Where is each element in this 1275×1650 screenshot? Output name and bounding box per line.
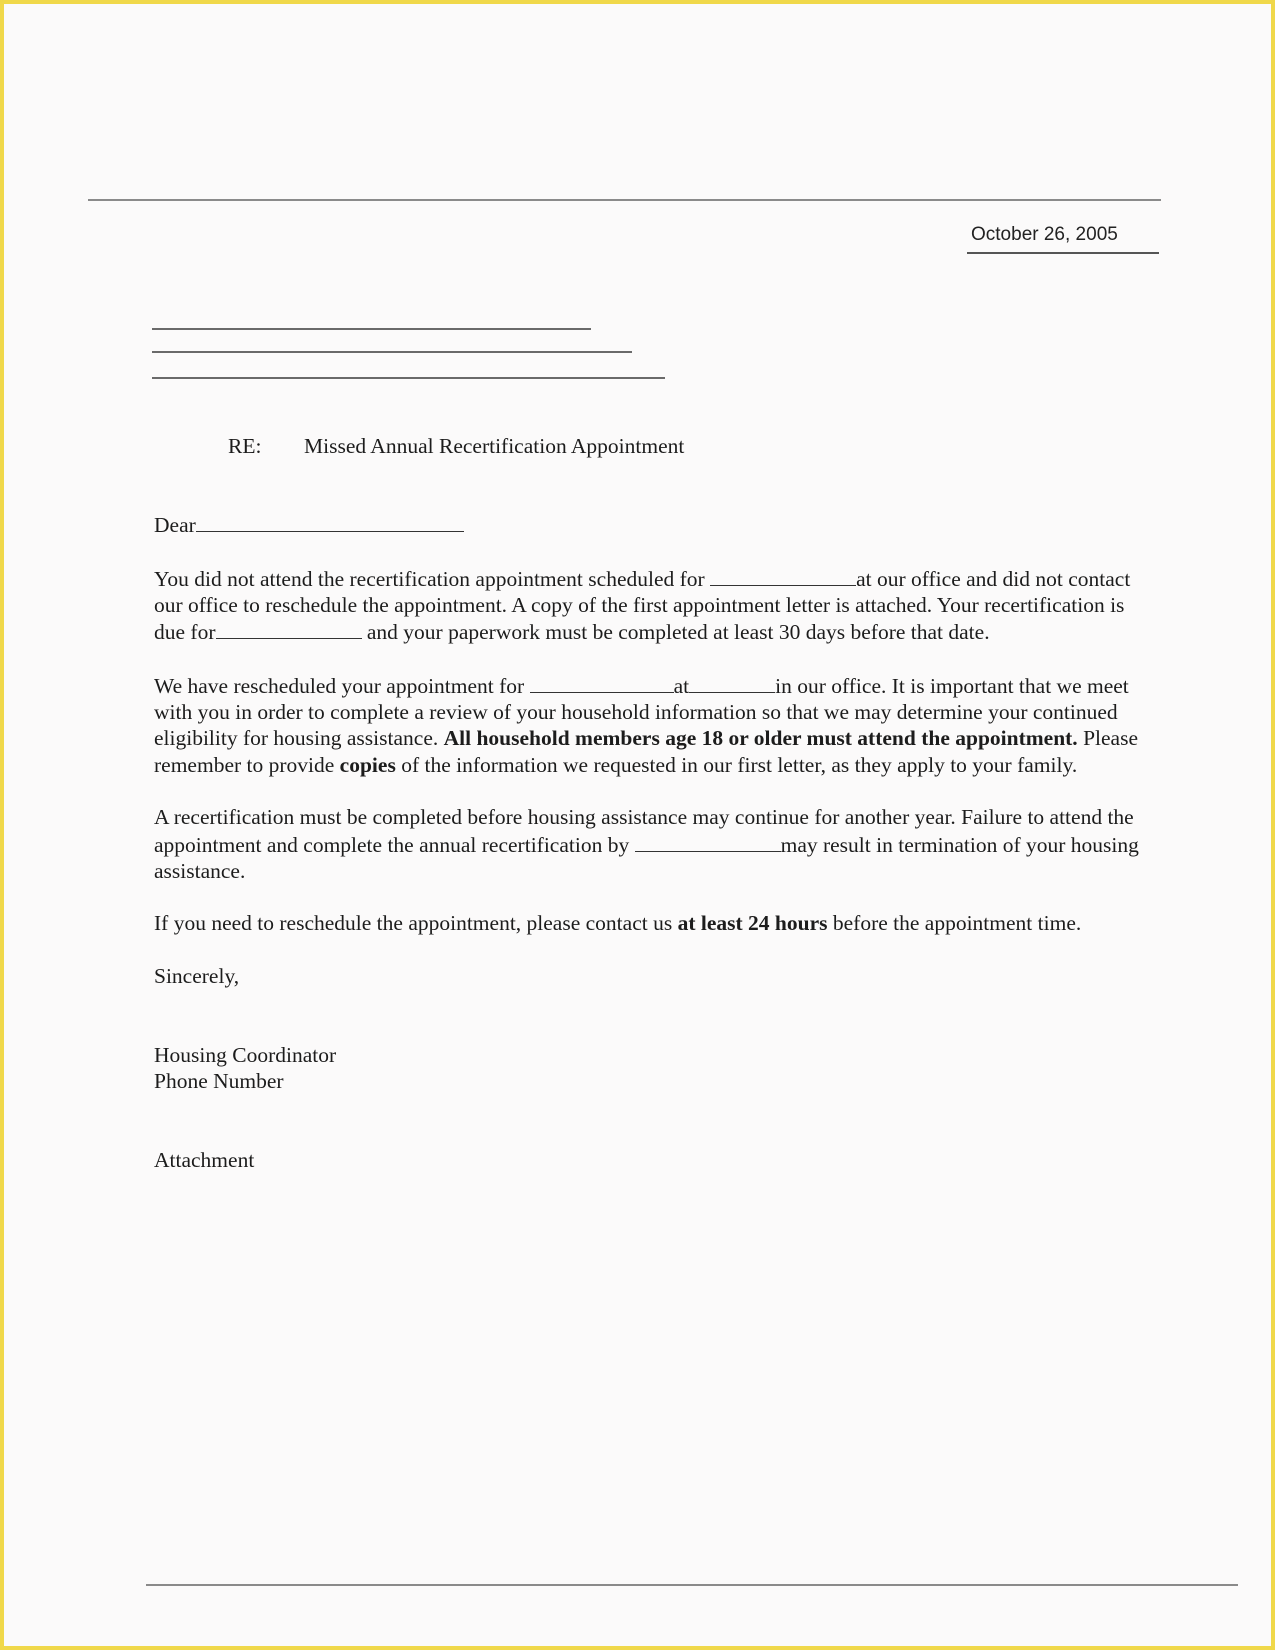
p3-text-b: may result in termination of your housing assistance. (154, 832, 1139, 883)
p2-text-c: in our office. It is important that we meet with you in order to complete a review of your household information so that we may determine your continued eligibility for housing assistance. (154, 673, 1129, 751)
due-date-blank (216, 618, 362, 639)
paragraph-3 (154, 804, 1154, 884)
p3-text-a: A recertification must be completed before housing assistance may continue for another year. Failure to attend the appointment and complete the annual recertification by (154, 805, 1134, 857)
p1-text-a: You did not attend the recertification appointment scheduled for (154, 566, 711, 591)
header-rule (88, 199, 1161, 201)
signer-phone: Phone Number (154, 1069, 284, 1094)
reschedule-time-blank (689, 672, 775, 693)
re-subject: Missed Annual Recertification Appointment (304, 434, 685, 458)
salutation (154, 511, 1154, 538)
p2-bold-copies: copies (339, 752, 396, 777)
attachment-note: Attachment (154, 1148, 255, 1173)
closing: Sincerely, (154, 964, 240, 989)
letter-body (154, 511, 1154, 1200)
p4-text-b: before the appointment time. (827, 911, 1082, 936)
address-line-2 (152, 351, 632, 353)
p1-text-b: at our office and did not contact our office to reschedule the appointment. A copy of the first appointment letter is attached. Your recertification is due for (154, 566, 1131, 645)
reschedule-date-blank (530, 672, 674, 693)
recert-deadline-blank (635, 831, 781, 852)
paragraph-4 (154, 910, 1154, 936)
address-line-1 (152, 328, 591, 330)
footer-rule (146, 1584, 1238, 1586)
letter-date: October 26, 2005 (967, 224, 1159, 254)
p2-text-a: We have rescheduled your appointment for (154, 673, 530, 698)
p2-bold-attend: All household members age 18 or older must attend the appointment. (443, 726, 1078, 751)
paragraph-1 (154, 565, 1154, 646)
p2-text-e: of the information we requested in our first letter, as they apply to your family. (395, 752, 1078, 777)
paragraph-2 (154, 672, 1154, 778)
recipient-name-blank (196, 511, 464, 532)
scheduled-date-blank (710, 565, 856, 586)
p4-text-a: If you need to reschedule the appointment, please contact us (154, 911, 678, 936)
address-line-3 (152, 377, 665, 379)
salutation-text: Dear (154, 513, 196, 537)
p4-bold-24-hours: at least 24 hours (677, 911, 828, 936)
p2-text-b: at (673, 673, 690, 698)
p2-text-d: Please remember to provide (154, 726, 1138, 777)
re-line (228, 434, 684, 459)
signer-title: Housing Coordinator (154, 1042, 337, 1067)
re-label: RE: (228, 434, 262, 458)
p1-text-c: and your paperwork must be completed at least 30 days before that date. (361, 620, 990, 645)
